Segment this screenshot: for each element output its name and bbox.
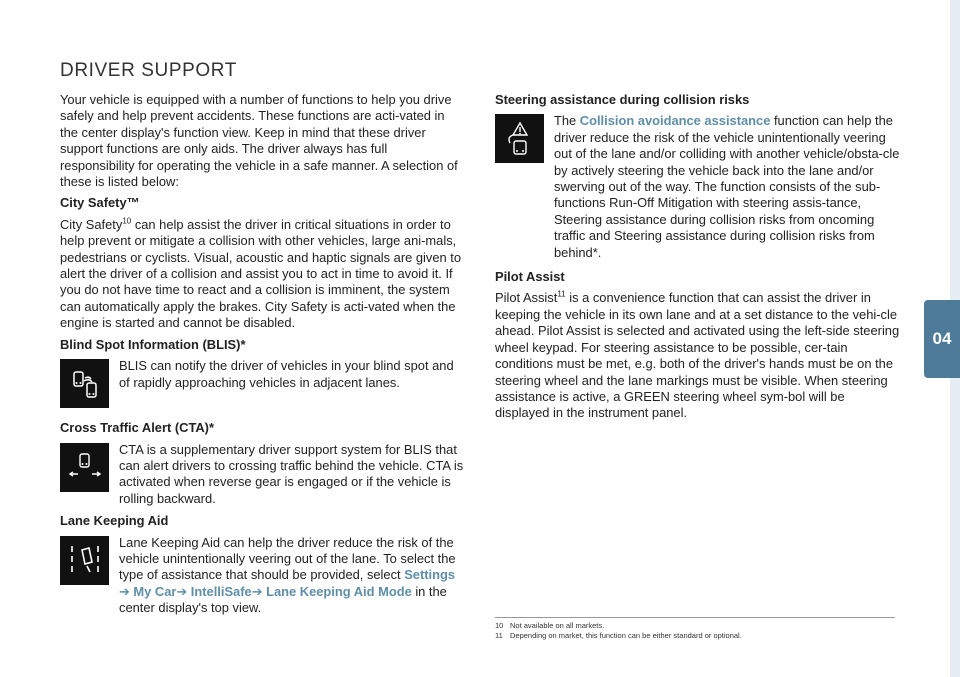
steering-text-body: function can help the driver reduce the risk of the vehicle unintentionally veering out of the lane and/or colliding with another vehicle/obsta-cle by actively steering the vehicle back into the lane and/or swerving out of the way. The function consists of the sub-functions Run-Off Mitigation with steering assis-tance, Steering assistance during collision risks from oncoming traffic and Steering assistance during collision risks from behind*. <box>554 113 900 260</box>
blind-spot-icon <box>60 359 109 408</box>
lane-keeping-icon <box>60 536 109 585</box>
menu-path-settings[interactable]: Settings <box>404 567 456 583</box>
steering-text <box>554 113 900 261</box>
steering-figure <box>495 113 900 261</box>
footnote-text: Not available on all markets. <box>510 621 605 630</box>
city-safety-name: City Safety <box>60 216 123 232</box>
steering-text-prefix: The <box>554 113 580 129</box>
city-safety-text: can help assist the driver in critical situations in order to help prevent or mitigate a collision with other vehicles, large ani-mals, pedestrians or cyclists. Visual, acoustic and haptic signals are given to alert the driver of a collision and assist you to act in time to avoid it. If you do not have time to react and a collision is imminent, the system can automatically apply the brakes. City Safety is acti-vated when the engine is started and cannot be disabled. <box>60 216 462 331</box>
lka-heading: Lane Keeping Aid <box>60 513 169 529</box>
pilot-assist-heading: Pilot Assist <box>495 269 565 285</box>
left-column <box>60 92 465 623</box>
arrow-icon: ➔ <box>176 583 188 599</box>
footnote-ref-10[interactable]: 10 <box>122 216 132 226</box>
footnote-text: Depending on market, this function can be either standard or optional. <box>510 631 742 640</box>
cta-heading: Cross Traffic Alert (CTA)* <box>60 420 214 436</box>
pilot-assist-text: is a convenience function that can assist the driver in keeping the vehicle in its own lane and at a set distance to the vehi-cle ahead. Pilot Assist is selected and activated using the left-side steering wheel keypad. For steering assistance to be possible, cer-tain conditions must be met, e.g. both of the driver's hands must be on the steering wheel and the lane markings must be visible. When steering assistance is active, a GREEN steering wheel sym-bol will be displayed in the instrument panel. <box>495 290 900 421</box>
pilot-assist-name: Pilot Assist <box>495 290 558 306</box>
footnote-number: 10 <box>495 621 504 630</box>
lka-text <box>119 535 465 617</box>
lka-text-after: in the center display's top view. <box>119 583 447 616</box>
footnote-divider <box>495 617 895 618</box>
arrow-icon: ➔ <box>119 583 130 599</box>
footnote-ref-11[interactable]: 11 <box>557 290 566 300</box>
menu-path-intellisafe[interactable]: IntelliSafe <box>190 583 252 599</box>
blis-heading: Blind Spot Information (BLIS)* <box>60 336 246 352</box>
city-safety-paragraph <box>60 217 465 332</box>
footnote-item <box>495 631 895 641</box>
blis-text: BLIS can notify the driver of vehicles in your blind spot and of rapidly approaching vehicles in adjacent lanes. <box>119 358 454 390</box>
menu-path-my-car[interactable]: My Car <box>133 583 177 599</box>
arrow-icon: ➔ <box>251 583 263 599</box>
collision-avoidance-icon <box>495 114 544 163</box>
lka-text-before: Lane Keeping Aid can help the driver reduce the risk of the vehicle unintentionally veering out of the lane. To select the type of assistance that should be provided, select <box>119 534 456 583</box>
cta-text: CTA is a supplementary driver support system for BLIS that can alert drivers to crossing traffic behind the vehicle. CTA is activated when reverse gear is engaged or if the vehicle is rolling backward. <box>119 441 464 506</box>
intro-paragraph: Your vehicle is equipped with a number of functions to help you drive safely and help prevent accidents. These functions are acti-vated in the center display's function view. Keep in mind that these driver support functions are only aids. The driver always has full responsibility for operating the vehicle in a safe manner. A selection of these is listed below: <box>60 92 458 190</box>
cross-traffic-icon <box>60 443 109 492</box>
city-safety-heading: City Safety™ <box>60 195 140 211</box>
menu-path-lane-keeping-aid-mode[interactable]: Lane Keeping Aid Mode <box>266 583 412 599</box>
footnote-item <box>495 621 895 631</box>
steering-heading: Steering assistance during collision risks <box>495 92 750 107</box>
blis-figure <box>60 358 465 408</box>
pilot-assist-paragraph <box>495 290 900 421</box>
footnotes <box>495 617 895 641</box>
right-column <box>495 92 900 427</box>
chapter-tab[interactable]: 04 <box>924 300 960 378</box>
cta-figure <box>60 442 465 508</box>
page-title: DRIVER SUPPORT <box>60 60 237 81</box>
collision-avoidance-link[interactable]: Collision avoidance assistance <box>579 113 771 129</box>
footnote-number: 11 <box>495 631 503 640</box>
lka-figure <box>60 535 465 617</box>
